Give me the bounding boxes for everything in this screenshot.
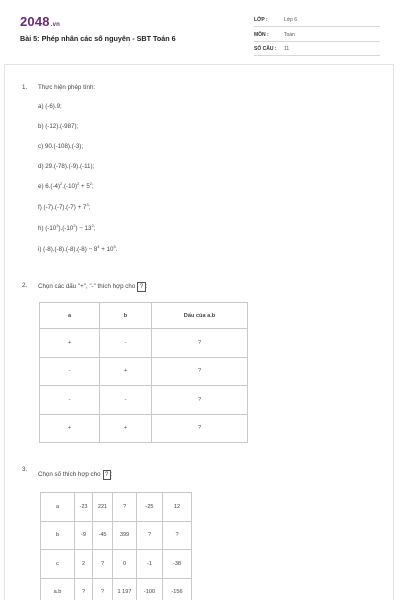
table-cell: 399: [113, 521, 137, 550]
table-cell: -9: [75, 521, 93, 550]
q1-item-f: f) $(-7).(-7).(-7) + 7^3$;: [38, 201, 91, 211]
row-label: c: [41, 550, 75, 579]
table-cell: -100: [137, 578, 163, 600]
meta-class-label: LỚP :: [254, 17, 268, 23]
q1-item-b: b) (-12).(-987);: [38, 123, 79, 130]
table-cell: -156: [163, 578, 192, 600]
cell-a: -: [40, 386, 100, 415]
meta-count-label: SỐ CÂU :: [254, 46, 277, 52]
q3-number: 3.: [22, 466, 28, 473]
q1-text: Thực hiện phép tính:: [38, 84, 96, 91]
meta-count-row: [254, 44, 380, 56]
meta-class-value: Lớp 6: [284, 17, 298, 23]
cell-answer[interactable]: ?: [152, 386, 248, 415]
table-cell: 1 197: [113, 578, 137, 600]
row-label: a.b: [41, 578, 75, 600]
table-cell: -38: [163, 550, 192, 579]
meta-count-value: 11: [284, 46, 290, 52]
q3-answer-box[interactable]: ?: [103, 470, 111, 480]
q2-text: Chọn các dấu "+", "-" thích hợp cho: [38, 283, 136, 290]
page-header: [0, 0, 400, 64]
q1-item-c: c) 90.(-108).(-3);: [38, 143, 84, 150]
q1-number: 1.: [22, 84, 28, 91]
meta-subject-label: MÔN :: [254, 32, 269, 38]
col-header-b: b: [100, 303, 152, 329]
table-row: [40, 357, 248, 386]
table-cell[interactable]: ?: [93, 550, 113, 579]
q1-item-e: e) $6.(-4)^2.(-10)^2 + 5^2$;: [38, 180, 94, 190]
row-label: b: [41, 521, 75, 550]
table-cell: 2: [75, 550, 93, 579]
q1-item-d: d) 29.(-78).(-9).(-11);: [38, 163, 95, 170]
sign-table: [39, 302, 248, 443]
cell-answer[interactable]: ?: [152, 414, 248, 443]
col-header-a: a: [40, 303, 100, 329]
cell-answer[interactable]: ?: [152, 329, 248, 358]
table-cell: 221: [93, 493, 113, 522]
cell-b: +: [100, 414, 152, 443]
site-logo[interactable]: [20, 14, 60, 29]
table-cell[interactable]: ?: [75, 578, 93, 600]
table-cell[interactable]: ?: [93, 578, 113, 600]
table-row: [40, 414, 248, 443]
cell-b: -: [100, 329, 152, 358]
table-cell[interactable]: ?: [163, 521, 192, 550]
table-header-row: [40, 303, 248, 329]
cell-answer[interactable]: ?: [152, 357, 248, 386]
q1-item-a: a) (-6).9;: [38, 103, 62, 110]
q1-item-i: i) $(-8).(-8).(-8).(-8) - 8^4 + 10^5$.: [38, 243, 118, 253]
table-cell: -1: [137, 550, 163, 579]
q2-answer-box[interactable]: ?: [137, 282, 145, 292]
meta-subject-value: Toán: [284, 32, 295, 38]
table-row: [40, 386, 248, 415]
q2-prompt: Chọn các dấu "+", "-" thích hợp cho ? :: [38, 283, 148, 290]
table-cell: -45: [93, 521, 113, 550]
table-cell: 0: [113, 550, 137, 579]
q2-number: 2.: [22, 282, 28, 289]
table-row: [41, 493, 192, 522]
table-cell[interactable]: ?: [113, 493, 137, 522]
logo-text: 2048: [20, 14, 50, 29]
table-row: [41, 521, 192, 550]
page-title: Bài 5: Phép nhân các số nguyên - SBT Toán 6: [20, 34, 176, 43]
cell-b: -: [100, 386, 152, 415]
col-header-sign: Dấu của a.b: [152, 303, 248, 329]
table-cell: -25: [137, 493, 163, 522]
q1-item-h: h) $(-10^3).(-10^2) - 13^2$;: [38, 222, 96, 232]
q3-text: Chọn số thích hợp cho: [38, 471, 101, 478]
logo-suffix: .vn: [50, 22, 61, 28]
table-row: [40, 329, 248, 358]
meta-subject-row: [254, 30, 380, 42]
row-label: a: [41, 493, 75, 522]
cell-a: +: [40, 414, 100, 443]
table-row: [41, 550, 192, 579]
number-table: [40, 492, 192, 600]
table-cell: 12: [163, 493, 192, 522]
table-cell: -23: [75, 493, 93, 522]
cell-a: +: [40, 329, 100, 358]
cell-a: -: [40, 357, 100, 386]
cell-b: +: [100, 357, 152, 386]
table-cell[interactable]: ?: [137, 521, 163, 550]
table-row: [41, 578, 192, 600]
meta-class-row: [254, 15, 380, 27]
q3-prompt: Chọn số thích hợp cho ? :: [38, 471, 113, 478]
